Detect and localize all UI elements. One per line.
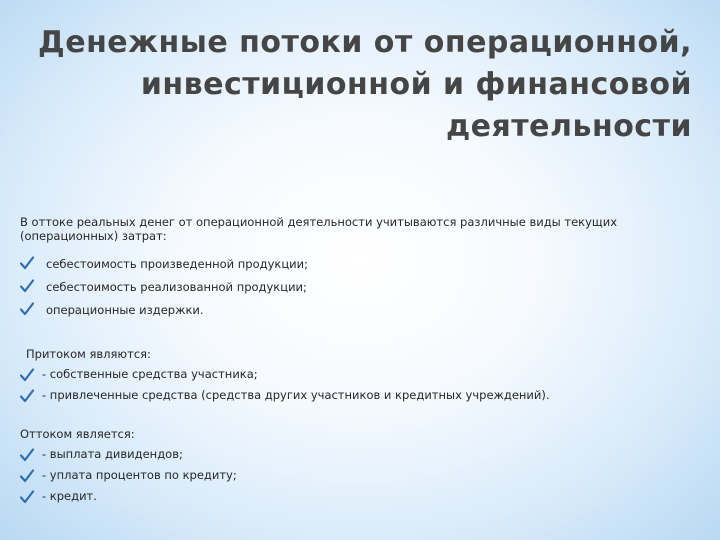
list-item-text: - выплата дивидендов; [42,447,183,461]
title-line-3: деятельности [445,109,692,144]
list-item-text: - уплата процентов по кредиту; [42,468,237,482]
list-item-text: - привлеченные средства (средства других участников и кредитных учреждений). [42,388,550,402]
outflow-heading: Оттоком является: [20,427,135,441]
inflow-heading: Притоком являются: [26,347,151,361]
list-item [20,299,700,322]
title-line-2: инвестиционной и финансовой [140,67,692,102]
list-item [20,486,700,507]
list-item [20,276,700,299]
checkmark-icon [20,364,36,385]
checkmark-icon [20,444,36,465]
list-item [20,465,700,486]
intro-paragraph: В оттоке реальных денег от операционной деятельности учитываются различные виды текущих (операционных) затрат: [20,215,618,243]
list-item [20,444,700,465]
list-item-text: - собственные средства участника; [42,367,258,381]
checkmark-icon [20,299,36,319]
title-line-1: Денежные потоки от операционной, [38,25,692,60]
list-item-text: - кредит. [42,489,97,503]
list-item [20,364,700,385]
checkmark-icon [20,465,36,486]
slide-body [20,215,700,507]
checkmark-icon [20,486,36,507]
checkmark-icon [20,253,36,273]
outflow-list [20,444,700,507]
checkmark-icon [20,276,36,296]
slide-title [32,22,692,148]
inflow-list [20,364,700,406]
checkmark-icon [20,385,36,406]
costs-list [20,253,700,322]
list-item-text: операционные издержки. [46,303,204,317]
list-item [20,385,700,406]
list-item [20,253,700,276]
list-item-text: себестоимость реализованной продукции; [46,280,307,294]
list-item-text: себестоимость произведенной продукции; [46,257,308,271]
